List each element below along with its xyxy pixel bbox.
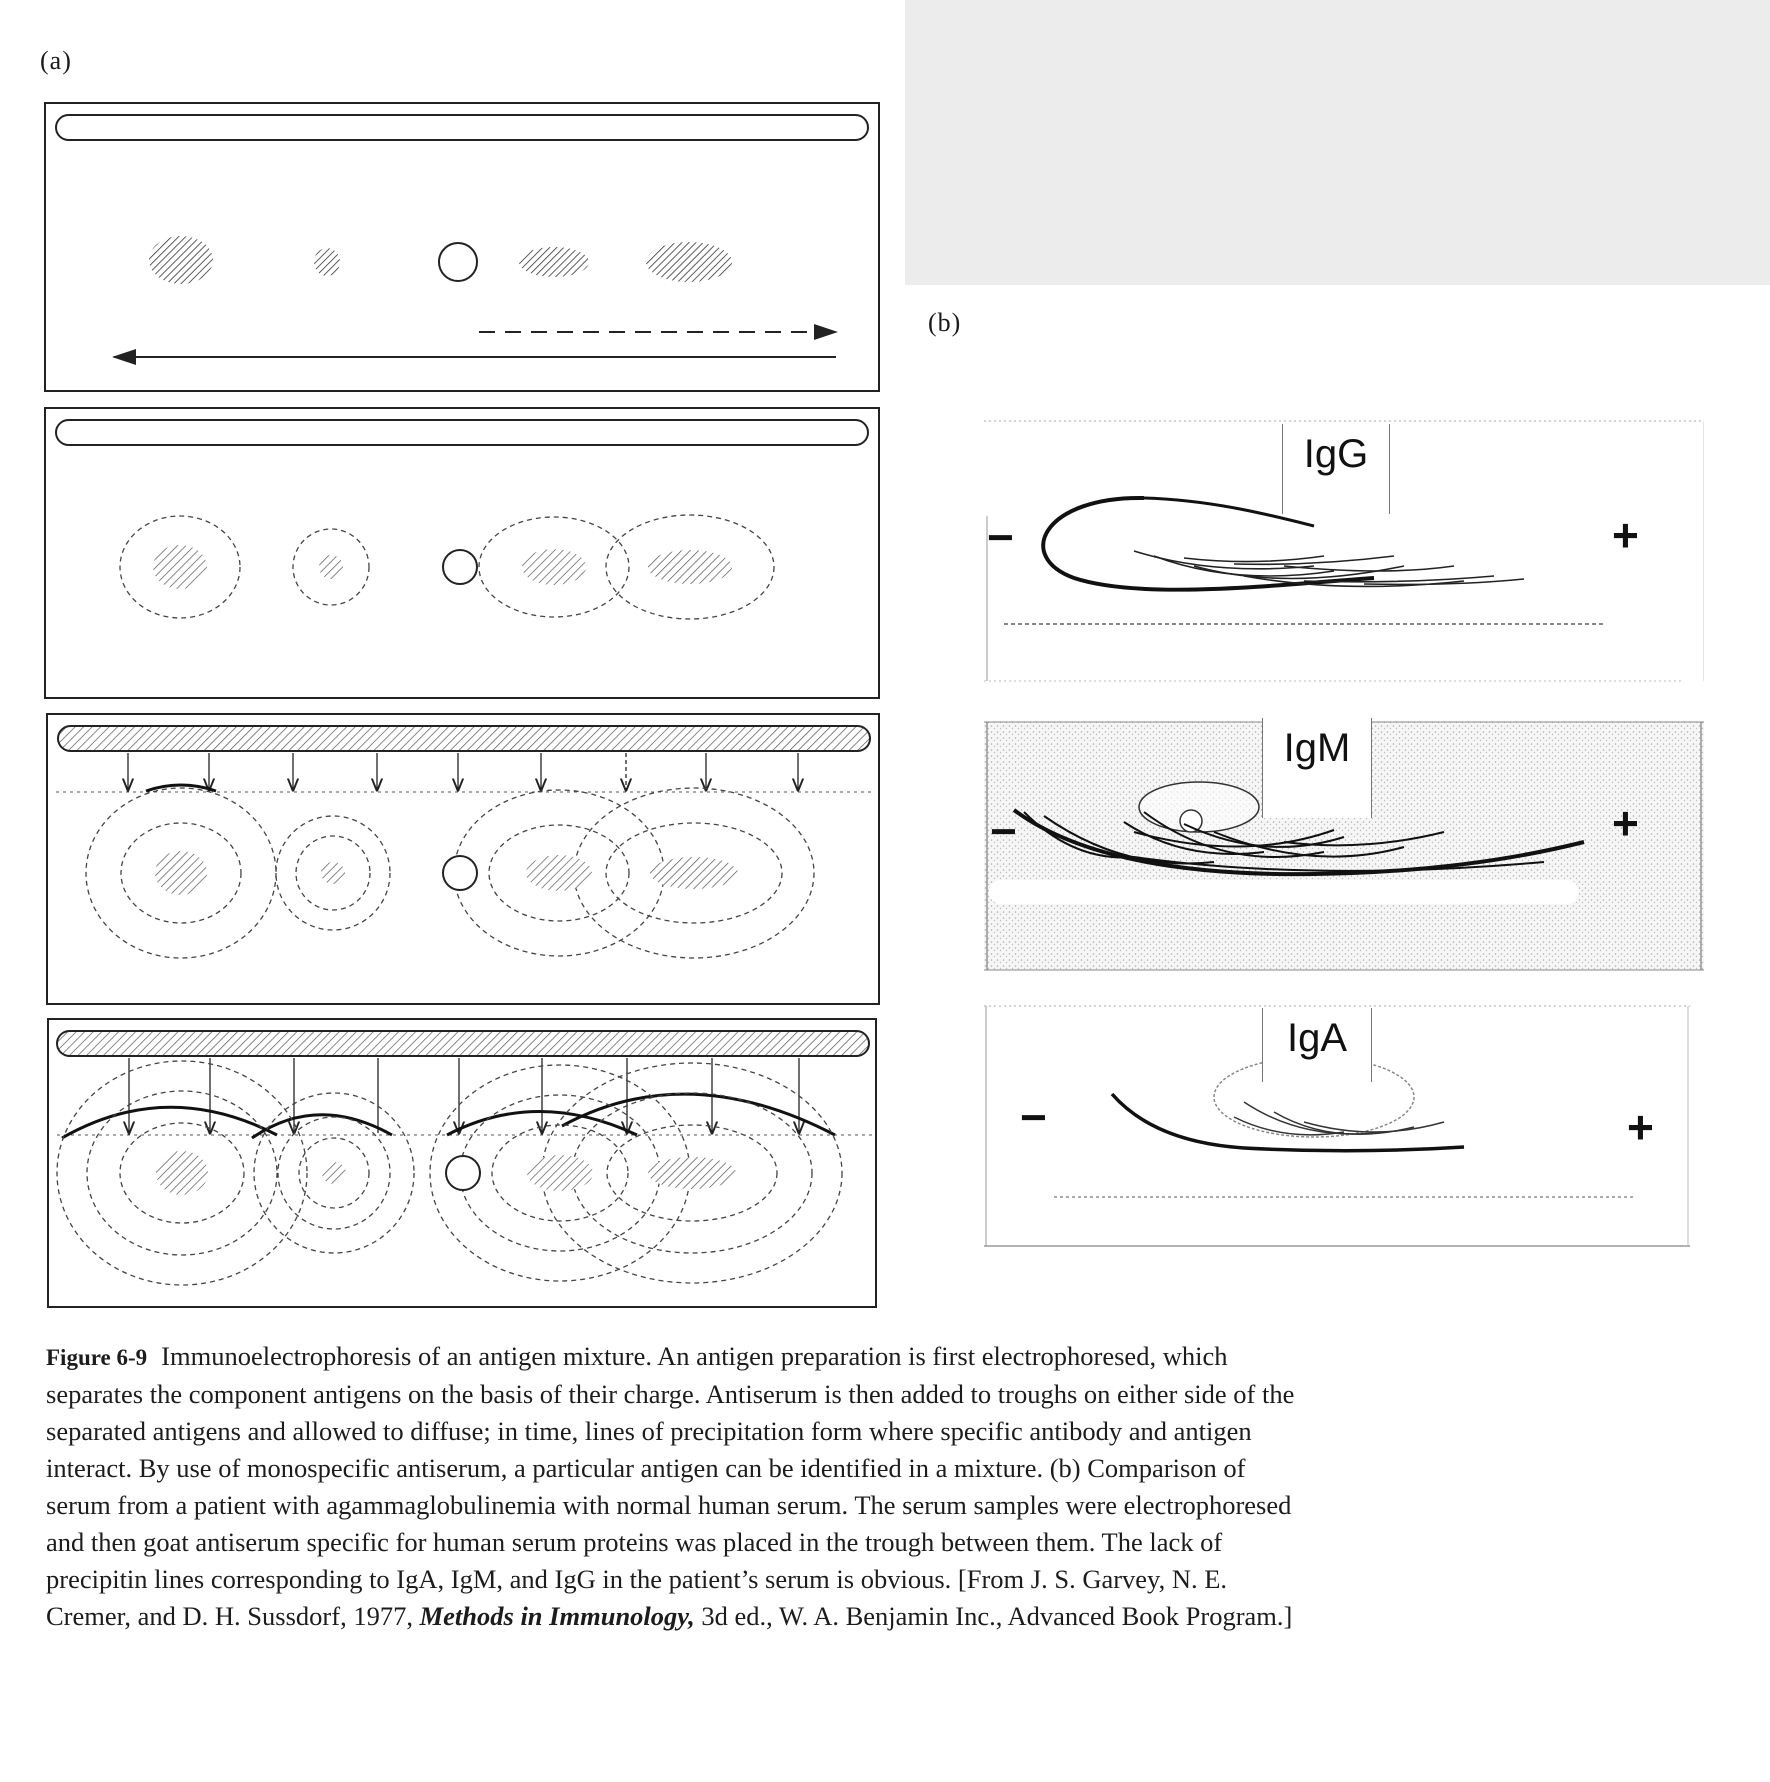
panel-a4-precipitin-arcs xyxy=(47,1018,877,1308)
sample-well xyxy=(446,1156,480,1190)
figure-number: Figure 6-9 xyxy=(46,1345,148,1370)
igg-label: IgG xyxy=(1282,424,1390,514)
antigen-spot-4 xyxy=(650,857,738,889)
antigen-spot-1 xyxy=(149,236,213,284)
antigen-spot-4 xyxy=(646,242,732,282)
antiserum-trough xyxy=(57,1031,869,1056)
sample-well xyxy=(443,856,477,890)
anode-plus: + xyxy=(1627,1101,1654,1153)
sample-well xyxy=(443,550,477,584)
antigen-spot-3 xyxy=(527,1155,593,1191)
panel-a1-electrophoresis xyxy=(44,102,880,392)
precipitin-lines xyxy=(1234,1102,1444,1135)
antigen-spot-1 xyxy=(155,851,207,895)
antigen-spot-2 xyxy=(319,555,343,579)
igm-label: IgM xyxy=(1262,718,1372,818)
precipitin-arcs xyxy=(62,1094,835,1138)
panel-a3-antiserum-added xyxy=(46,713,880,1005)
antigen-spot-4 xyxy=(648,1157,736,1189)
empty-trough xyxy=(56,420,868,445)
anode-plus: + xyxy=(1612,509,1639,561)
iga-label: IgA xyxy=(1262,1008,1372,1082)
part-a-label: (a) xyxy=(40,46,72,75)
antigen-spot-3 xyxy=(522,549,586,585)
antigen-spot-2 xyxy=(322,1162,346,1184)
antiserum-trough xyxy=(58,726,870,751)
antigen-spot-1 xyxy=(153,545,207,589)
antigen-spot-2 xyxy=(321,862,345,884)
diffusion-arrows xyxy=(128,753,798,790)
caption-body: Immunoelectrophoresis of an antigen mixture. An antigen preparation is first electrophoresed, which separates the component antigens on the basis of their charge. Antiserum is then added to troughs on either side of the separated antigens and allowed to diffuse; in time, lines of precipitation form where specific antibody and antigen interact. By use of monospecific antiserum, a particular antigen can be identified in a mixture. (b) Comparison of serum from a patient with agammaglobulinemia with normal human serum. The serum samples were electrophoresed and then goat antiserum specific for human serum proteins was placed in the trough between them. The lack of precipitin lines corresponding to IgA, IgM, and IgG in the patient’s serum is obvious. [From J. S. Garvey, N. E. Cremer, and D. H. Sussdorf, 1977, xyxy=(46,1341,1295,1631)
antigen-spot-1 xyxy=(156,1151,208,1195)
scan-gray-patch xyxy=(905,0,1770,285)
caption-citation-end: 3d ed., W. A. Benjamin Inc., Advanced Book Program.] xyxy=(701,1601,1293,1631)
anode-plus: + xyxy=(1612,797,1639,849)
empty-trough xyxy=(56,115,868,140)
sample-well xyxy=(439,243,477,281)
antigen-spot-3 xyxy=(519,247,589,277)
cathode-minus: − xyxy=(990,805,1017,857)
cathode-minus: − xyxy=(1020,1091,1047,1143)
cathode-minus: − xyxy=(987,511,1014,563)
precipitin-lines xyxy=(1134,551,1524,586)
figure-caption xyxy=(46,1338,1296,1635)
part-b-label: (b) xyxy=(928,308,962,337)
panel-a2-diffusion xyxy=(44,407,880,699)
book-title: Methods in Immunology, xyxy=(419,1601,695,1631)
antigen-spot-3 xyxy=(526,855,592,891)
antigen-spot-2 xyxy=(314,248,340,276)
antigen-spot-4 xyxy=(648,550,732,584)
